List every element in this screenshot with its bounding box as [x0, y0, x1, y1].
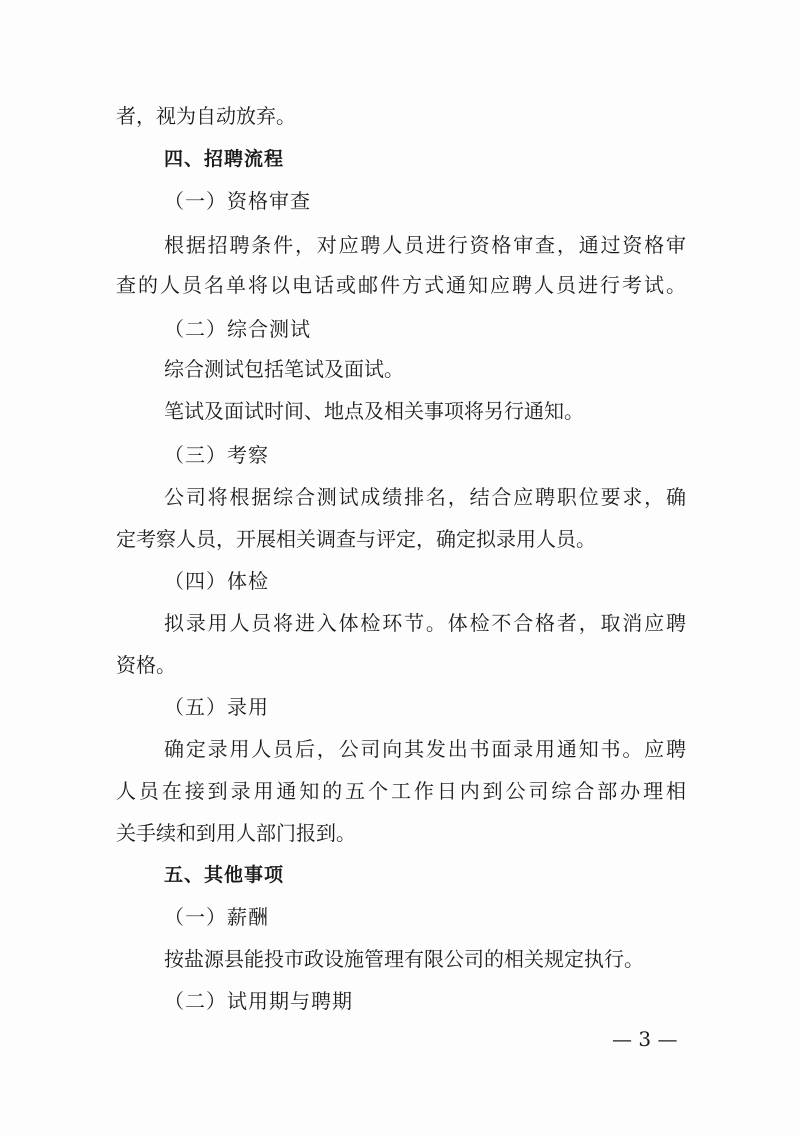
body-text-line: 查的人员名单将以电话或邮件方式通知应聘人员进行考试。	[116, 273, 686, 297]
body-text-line: 确定录用人员后，公司向其发出书面录用通知书。应聘	[164, 737, 686, 761]
page-number: — 3 —	[612, 1027, 678, 1051]
subsection-heading: （二）试用期与聘期	[164, 989, 353, 1013]
body-text-line: 根据招聘条件，对应聘人员进行资格审查，通过资格审	[164, 233, 686, 257]
body-text-line: 人员在接到录用通知的五个工作日内到公司综合部办理相	[116, 779, 686, 803]
body-text-line: 综合测试包括笔试及面试。	[164, 357, 404, 381]
section-heading: 五、其他事项	[164, 864, 285, 886]
subsection-heading: （一）薪酬	[164, 905, 269, 929]
subsection-heading: （一）资格审查	[164, 189, 311, 213]
subsection-heading: （四）体检	[164, 569, 269, 593]
body-text-line: 按盐源县能投市政设施管理有限公司的相关规定执行。	[164, 947, 644, 971]
body-text-line: 定考察人员，开展相关调查与评定，确定拟录用人员。	[116, 527, 596, 551]
subsection-heading: （五）录用	[164, 695, 269, 719]
body-text-line: 拟录用人员将进入体检环节。体检不合格者，取消应聘	[164, 611, 686, 635]
body-text-line: 关手续和到用人部门报到。	[116, 821, 356, 845]
body-text-line: 公司将根据综合测试成绩排名，结合应聘职位要求，确	[164, 485, 686, 509]
body-text-line: 笔试及面试时间、地点及相关事项将另行通知。	[164, 399, 584, 423]
section-heading: 四、招聘流程	[164, 148, 285, 170]
subsection-heading: （二）综合测试	[164, 317, 311, 341]
subsection-heading: （三）考察	[164, 443, 269, 467]
body-text-line: 者，视为自动放弃。	[116, 104, 296, 128]
body-text-line: 资格。	[116, 653, 176, 677]
